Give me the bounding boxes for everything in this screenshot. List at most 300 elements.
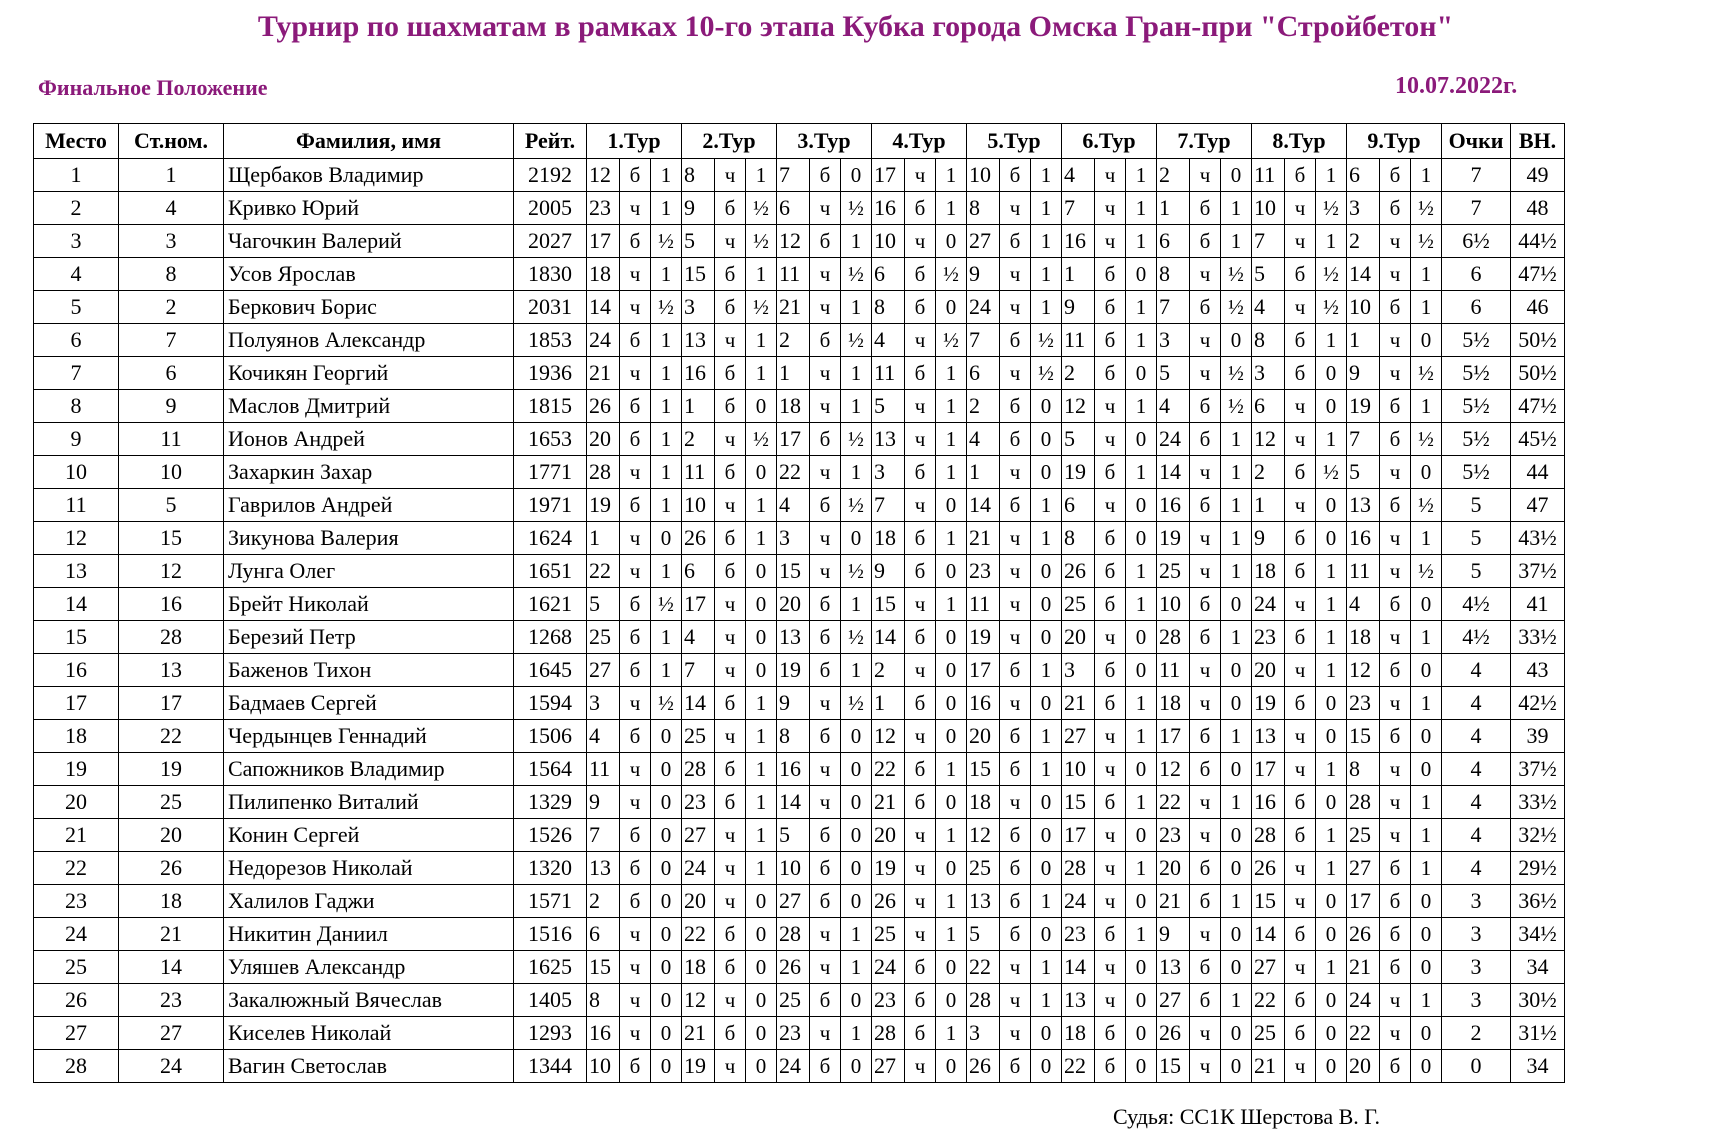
result-cell: 0 xyxy=(841,819,872,852)
color-cell: ч xyxy=(1380,357,1411,390)
result-cell: 0 xyxy=(1221,654,1252,687)
color-cell: б xyxy=(1190,720,1221,753)
result-cell: 1 xyxy=(936,918,967,951)
rating-cell: 1405 xyxy=(514,984,587,1017)
opponent-cell: 10 xyxy=(587,1050,620,1083)
opponent-cell: 5 xyxy=(1062,423,1095,456)
opponent-cell: 8 xyxy=(872,291,905,324)
opponent-cell: 11 xyxy=(872,357,905,390)
result-cell: 1 xyxy=(936,357,967,390)
opponent-cell: 10 xyxy=(682,489,715,522)
opponent-cell: 26 xyxy=(1252,852,1285,885)
color-cell: ч xyxy=(715,324,746,357)
start-number-cell: 7 xyxy=(119,324,224,357)
result-cell: 1 xyxy=(1221,984,1252,1017)
table-row xyxy=(34,555,1565,588)
opponent-cell: 14 xyxy=(1252,918,1285,951)
opponent-cell: 19 xyxy=(872,852,905,885)
result-cell: 0 xyxy=(936,1050,967,1083)
color-cell: ч xyxy=(620,357,651,390)
color-cell: ч xyxy=(1190,918,1221,951)
points-cell: 7 xyxy=(1442,192,1511,225)
color-cell: б xyxy=(1000,159,1031,192)
opponent-cell: 28 xyxy=(1347,786,1380,819)
opponent-cell: 7 xyxy=(777,159,810,192)
opponent-cell: 24 xyxy=(777,1050,810,1083)
color-cell: б xyxy=(810,852,841,885)
result-cell: ½ xyxy=(841,489,872,522)
color-cell: ч xyxy=(1190,1050,1221,1083)
color-cell: б xyxy=(715,687,746,720)
color-cell: б xyxy=(905,786,936,819)
result-cell: 0 xyxy=(1221,819,1252,852)
opponent-cell: 16 xyxy=(1252,786,1285,819)
header-round-7: 7.Тур xyxy=(1157,124,1252,159)
color-cell: б xyxy=(1095,291,1126,324)
player-name-cell: Лунга Олег xyxy=(224,555,514,588)
result-cell: 1 xyxy=(1031,654,1062,687)
start-number-cell: 9 xyxy=(119,390,224,423)
color-cell: ч xyxy=(1190,357,1221,390)
result-cell: 0 xyxy=(936,786,967,819)
table-row xyxy=(34,225,1565,258)
color-cell: б xyxy=(810,489,841,522)
opponent-cell: 11 xyxy=(587,753,620,786)
result-cell: 1 xyxy=(936,192,967,225)
result-cell: ½ xyxy=(1316,192,1347,225)
player-name-cell: Баженов Тихон xyxy=(224,654,514,687)
header-name: Фамилия, имя xyxy=(224,124,514,159)
buchholz-cell: 39 xyxy=(1511,720,1565,753)
opponent-cell: 16 xyxy=(1157,489,1190,522)
player-name-cell: Чагочкин Валерий xyxy=(224,225,514,258)
color-cell: б xyxy=(1190,225,1221,258)
points-cell: 4 xyxy=(1442,819,1511,852)
start-number-cell: 17 xyxy=(119,687,224,720)
result-cell: 0 xyxy=(1411,456,1442,489)
result-cell: 1 xyxy=(1221,522,1252,555)
opponent-cell: 12 xyxy=(1252,423,1285,456)
result-cell: 0 xyxy=(746,390,777,423)
color-cell: б xyxy=(1380,159,1411,192)
color-cell: б xyxy=(1190,984,1221,1017)
result-cell: 0 xyxy=(1031,456,1062,489)
result-cell: 1 xyxy=(1031,192,1062,225)
result-cell: 0 xyxy=(746,885,777,918)
result-cell: 1 xyxy=(936,522,967,555)
buchholz-cell: 33½ xyxy=(1511,621,1565,654)
opponent-cell: 27 xyxy=(1252,951,1285,984)
rating-cell: 1621 xyxy=(514,588,587,621)
opponent-cell: 1 xyxy=(1347,324,1380,357)
color-cell: ч xyxy=(810,753,841,786)
opponent-cell: 15 xyxy=(682,258,715,291)
opponent-cell: 13 xyxy=(967,885,1000,918)
opponent-cell: 17 xyxy=(1347,885,1380,918)
header-start-number: Ст.ном. xyxy=(119,124,224,159)
player-name-cell: Киселев Николай xyxy=(224,1017,514,1050)
color-cell: ч xyxy=(1000,522,1031,555)
rating-cell: 1329 xyxy=(514,786,587,819)
opponent-cell: 17 xyxy=(872,159,905,192)
color-cell: ч xyxy=(1380,753,1411,786)
opponent-cell: 8 xyxy=(587,984,620,1017)
opponent-cell: 26 xyxy=(1157,1017,1190,1050)
opponent-cell: 8 xyxy=(1157,258,1190,291)
table-row xyxy=(34,918,1565,951)
buchholz-cell: 30½ xyxy=(1511,984,1565,1017)
color-cell: ч xyxy=(905,885,936,918)
color-cell: б xyxy=(905,192,936,225)
result-cell: 0 xyxy=(1221,1017,1252,1050)
color-cell: б xyxy=(1380,852,1411,885)
result-cell: ½ xyxy=(841,192,872,225)
color-cell: б xyxy=(715,456,746,489)
place-cell: 9 xyxy=(34,423,119,456)
result-cell: 1 xyxy=(1411,687,1442,720)
opponent-cell: 18 xyxy=(1347,621,1380,654)
opponent-cell: 16 xyxy=(967,687,1000,720)
buchholz-cell: 44½ xyxy=(1511,225,1565,258)
points-cell: 4 xyxy=(1442,687,1511,720)
opponent-cell: 1 xyxy=(1062,258,1095,291)
opponent-cell: 14 xyxy=(967,489,1000,522)
result-cell: ½ xyxy=(1221,258,1252,291)
result-cell: ½ xyxy=(746,423,777,456)
opponent-cell: 13 xyxy=(1157,951,1190,984)
opponent-cell: 20 xyxy=(1252,654,1285,687)
color-cell: ч xyxy=(1285,753,1316,786)
opponent-cell: 18 xyxy=(1062,1017,1095,1050)
result-cell: 0 xyxy=(651,720,682,753)
result-cell: 0 xyxy=(936,225,967,258)
result-cell: 1 xyxy=(1126,192,1157,225)
result-cell: 0 xyxy=(936,291,967,324)
result-cell: 0 xyxy=(1031,687,1062,720)
opponent-cell: 1 xyxy=(682,390,715,423)
color-cell: б xyxy=(810,423,841,456)
opponent-cell: 26 xyxy=(682,522,715,555)
table-row xyxy=(34,456,1565,489)
result-cell: 0 xyxy=(1221,324,1252,357)
color-cell: ч xyxy=(1190,159,1221,192)
opponent-cell: 16 xyxy=(777,753,810,786)
opponent-cell: 20 xyxy=(1157,852,1190,885)
result-cell: 1 xyxy=(841,390,872,423)
rating-cell: 1645 xyxy=(514,654,587,687)
place-cell: 8 xyxy=(34,390,119,423)
result-cell: 0 xyxy=(746,588,777,621)
opponent-cell: 28 xyxy=(777,918,810,951)
player-name-cell: Недорезов Николай xyxy=(224,852,514,885)
opponent-cell: 7 xyxy=(1157,291,1190,324)
opponent-cell: 2 xyxy=(872,654,905,687)
header-round-1: 1.Тур xyxy=(587,124,682,159)
color-cell: б xyxy=(1285,819,1316,852)
color-cell: ч xyxy=(810,555,841,588)
color-cell: ч xyxy=(810,456,841,489)
result-cell: 1 xyxy=(936,588,967,621)
opponent-cell: 26 xyxy=(1062,555,1095,588)
result-cell: 1 xyxy=(936,423,967,456)
result-cell: 0 xyxy=(1221,1050,1252,1083)
opponent-cell: 2 xyxy=(1062,357,1095,390)
table-row xyxy=(34,1050,1565,1083)
color-cell: б xyxy=(1190,621,1221,654)
color-cell: ч xyxy=(1285,951,1316,984)
result-cell: 1 xyxy=(1316,225,1347,258)
color-cell: б xyxy=(1000,852,1031,885)
opponent-cell: 5 xyxy=(1252,258,1285,291)
rating-cell: 1971 xyxy=(514,489,587,522)
opponent-cell: 20 xyxy=(1062,621,1095,654)
start-number-cell: 15 xyxy=(119,522,224,555)
color-cell: ч xyxy=(905,225,936,258)
opponent-cell: 24 xyxy=(1252,588,1285,621)
color-cell: б xyxy=(1380,588,1411,621)
color-cell: б xyxy=(620,654,651,687)
color-cell: б xyxy=(1000,489,1031,522)
standings-body xyxy=(34,159,1565,1083)
opponent-cell: 26 xyxy=(1347,918,1380,951)
table-row xyxy=(34,852,1565,885)
result-cell: 1 xyxy=(1221,786,1252,819)
opponent-cell: 12 xyxy=(967,819,1000,852)
start-number-cell: 16 xyxy=(119,588,224,621)
points-cell: 5 xyxy=(1442,489,1511,522)
buchholz-cell: 50½ xyxy=(1511,324,1565,357)
color-cell: ч xyxy=(1190,1017,1221,1050)
result-cell: 1 xyxy=(936,753,967,786)
color-cell: б xyxy=(905,555,936,588)
opponent-cell: 18 xyxy=(872,522,905,555)
result-cell: 0 xyxy=(651,522,682,555)
opponent-cell: 2 xyxy=(682,423,715,456)
result-cell: ½ xyxy=(841,621,872,654)
opponent-cell: 4 xyxy=(1157,390,1190,423)
opponent-cell: 13 xyxy=(1252,720,1285,753)
result-cell: 1 xyxy=(1126,390,1157,423)
opponent-cell: 16 xyxy=(1062,225,1095,258)
color-cell: ч xyxy=(1095,489,1126,522)
opponent-cell: 21 xyxy=(1347,951,1380,984)
color-cell: ч xyxy=(620,1017,651,1050)
result-cell: 1 xyxy=(1316,621,1347,654)
opponent-cell: 6 xyxy=(1062,489,1095,522)
result-cell: 1 xyxy=(841,588,872,621)
opponent-cell: 25 xyxy=(1062,588,1095,621)
color-cell: ч xyxy=(1095,885,1126,918)
start-number-cell: 14 xyxy=(119,951,224,984)
place-cell: 15 xyxy=(34,621,119,654)
result-cell: 1 xyxy=(1411,159,1442,192)
color-cell: б xyxy=(1000,918,1031,951)
result-cell: 0 xyxy=(1411,885,1442,918)
opponent-cell: 27 xyxy=(967,225,1000,258)
opponent-cell: 16 xyxy=(1347,522,1380,555)
start-number-cell: 26 xyxy=(119,852,224,885)
opponent-cell: 1 xyxy=(872,687,905,720)
color-cell: б xyxy=(1000,753,1031,786)
opponent-cell: 9 xyxy=(682,192,715,225)
color-cell: б xyxy=(620,588,651,621)
rating-cell: 1564 xyxy=(514,753,587,786)
result-cell: 0 xyxy=(841,720,872,753)
opponent-cell: 22 xyxy=(967,951,1000,984)
opponent-cell: 5 xyxy=(682,225,715,258)
color-cell: ч xyxy=(905,852,936,885)
result-cell: 1 xyxy=(746,753,777,786)
opponent-cell: 9 xyxy=(1347,357,1380,390)
result-cell: 1 xyxy=(651,390,682,423)
points-cell: 3 xyxy=(1442,951,1511,984)
result-cell: 1 xyxy=(1411,258,1442,291)
opponent-cell: 28 xyxy=(967,984,1000,1017)
result-cell: 1 xyxy=(1411,786,1442,819)
result-cell: 1 xyxy=(1411,522,1442,555)
color-cell: ч xyxy=(1000,588,1031,621)
buchholz-cell: 34½ xyxy=(1511,918,1565,951)
rating-cell: 1506 xyxy=(514,720,587,753)
opponent-cell: 19 xyxy=(1347,390,1380,423)
result-cell: 0 xyxy=(651,951,682,984)
opponent-cell: 26 xyxy=(872,885,905,918)
opponent-cell: 12 xyxy=(1157,753,1190,786)
color-cell: б xyxy=(905,753,936,786)
points-cell: 4½ xyxy=(1442,588,1511,621)
opponent-cell: 1 xyxy=(777,357,810,390)
opponent-cell: 11 xyxy=(1157,654,1190,687)
color-cell: ч xyxy=(1190,687,1221,720)
buchholz-cell: 32½ xyxy=(1511,819,1565,852)
result-cell: 0 xyxy=(746,1050,777,1083)
place-cell: 28 xyxy=(34,1050,119,1083)
result-cell: ½ xyxy=(1221,291,1252,324)
opponent-cell: 28 xyxy=(682,753,715,786)
color-cell: ч xyxy=(620,456,651,489)
color-cell: ч xyxy=(1285,489,1316,522)
result-cell: 0 xyxy=(1126,1050,1157,1083)
opponent-cell: 23 xyxy=(1062,918,1095,951)
start-number-cell: 23 xyxy=(119,984,224,1017)
rating-cell: 1293 xyxy=(514,1017,587,1050)
player-name-cell: Гаврилов Андрей xyxy=(224,489,514,522)
standings-table xyxy=(33,123,1565,1083)
table-row xyxy=(34,1017,1565,1050)
table-row xyxy=(34,291,1565,324)
color-cell: б xyxy=(1380,390,1411,423)
opponent-cell: 9 xyxy=(777,687,810,720)
color-cell: б xyxy=(1190,951,1221,984)
buchholz-cell: 47½ xyxy=(1511,258,1565,291)
result-cell: 0 xyxy=(936,852,967,885)
result-cell: 0 xyxy=(841,885,872,918)
opponent-cell: 27 xyxy=(682,819,715,852)
result-cell: 0 xyxy=(1031,1050,1062,1083)
color-cell: ч xyxy=(905,588,936,621)
player-name-cell: Зикунова Валерия xyxy=(224,522,514,555)
player-name-cell: Щербаков Владимир xyxy=(224,159,514,192)
color-cell: б xyxy=(810,621,841,654)
color-cell: б xyxy=(620,621,651,654)
opponent-cell: 27 xyxy=(777,885,810,918)
opponent-cell: 11 xyxy=(682,456,715,489)
color-cell: б xyxy=(810,819,841,852)
result-cell: 0 xyxy=(1221,753,1252,786)
header-points: Очки xyxy=(1442,124,1511,159)
opponent-cell: 10 xyxy=(1062,753,1095,786)
judge-signature: Судья: СС1К Шерстова В. Г. xyxy=(1113,1104,1381,1129)
table-row xyxy=(34,819,1565,852)
player-name-cell: Пилипенко Виталий xyxy=(224,786,514,819)
result-cell: 0 xyxy=(1411,324,1442,357)
color-cell: ч xyxy=(1095,390,1126,423)
start-number-cell: 19 xyxy=(119,753,224,786)
color-cell: ч xyxy=(715,588,746,621)
table-row xyxy=(34,753,1565,786)
buchholz-cell: 43 xyxy=(1511,654,1565,687)
color-cell: ч xyxy=(905,918,936,951)
start-number-cell: 1 xyxy=(119,159,224,192)
opponent-cell: 11 xyxy=(1062,324,1095,357)
opponent-cell: 19 xyxy=(1157,522,1190,555)
color-cell: ч xyxy=(905,159,936,192)
table-row xyxy=(34,423,1565,456)
color-cell: б xyxy=(620,819,651,852)
start-number-cell: 6 xyxy=(119,357,224,390)
buchholz-cell: 37½ xyxy=(1511,753,1565,786)
result-cell: 0 xyxy=(1316,918,1347,951)
result-cell: 0 xyxy=(1126,357,1157,390)
opponent-cell: 3 xyxy=(777,522,810,555)
result-cell: 0 xyxy=(1031,588,1062,621)
color-cell: ч xyxy=(810,522,841,555)
opponent-cell: 14 xyxy=(1157,456,1190,489)
color-cell: ч xyxy=(620,555,651,588)
color-cell: б xyxy=(1095,1017,1126,1050)
result-cell: ½ xyxy=(651,588,682,621)
opponent-cell: 6 xyxy=(1252,390,1285,423)
color-cell: ч xyxy=(1000,951,1031,984)
color-cell: ч xyxy=(1285,885,1316,918)
opponent-cell: 12 xyxy=(1062,390,1095,423)
result-cell: 1 xyxy=(651,192,682,225)
table-header-row xyxy=(34,124,1565,159)
buchholz-cell: 46 xyxy=(1511,291,1565,324)
result-cell: 0 xyxy=(651,984,682,1017)
result-cell: 0 xyxy=(841,522,872,555)
color-cell: ч xyxy=(1380,984,1411,1017)
result-cell: 0 xyxy=(1316,786,1347,819)
result-cell: 0 xyxy=(1316,489,1347,522)
result-cell: 0 xyxy=(841,984,872,1017)
color-cell: б xyxy=(715,258,746,291)
color-cell: б xyxy=(1095,1050,1126,1083)
result-cell: 0 xyxy=(1411,753,1442,786)
result-cell: 1 xyxy=(1031,225,1062,258)
opponent-cell: 1 xyxy=(587,522,620,555)
player-name-cell: Бадмаев Сергей xyxy=(224,687,514,720)
color-cell: б xyxy=(1000,324,1031,357)
result-cell: 1 xyxy=(936,819,967,852)
result-cell: 1 xyxy=(1221,621,1252,654)
color-cell: б xyxy=(1000,423,1031,456)
table-row xyxy=(34,390,1565,423)
start-number-cell: 13 xyxy=(119,654,224,687)
opponent-cell: 24 xyxy=(1062,885,1095,918)
result-cell: 1 xyxy=(1126,225,1157,258)
color-cell: ч xyxy=(1000,1017,1031,1050)
